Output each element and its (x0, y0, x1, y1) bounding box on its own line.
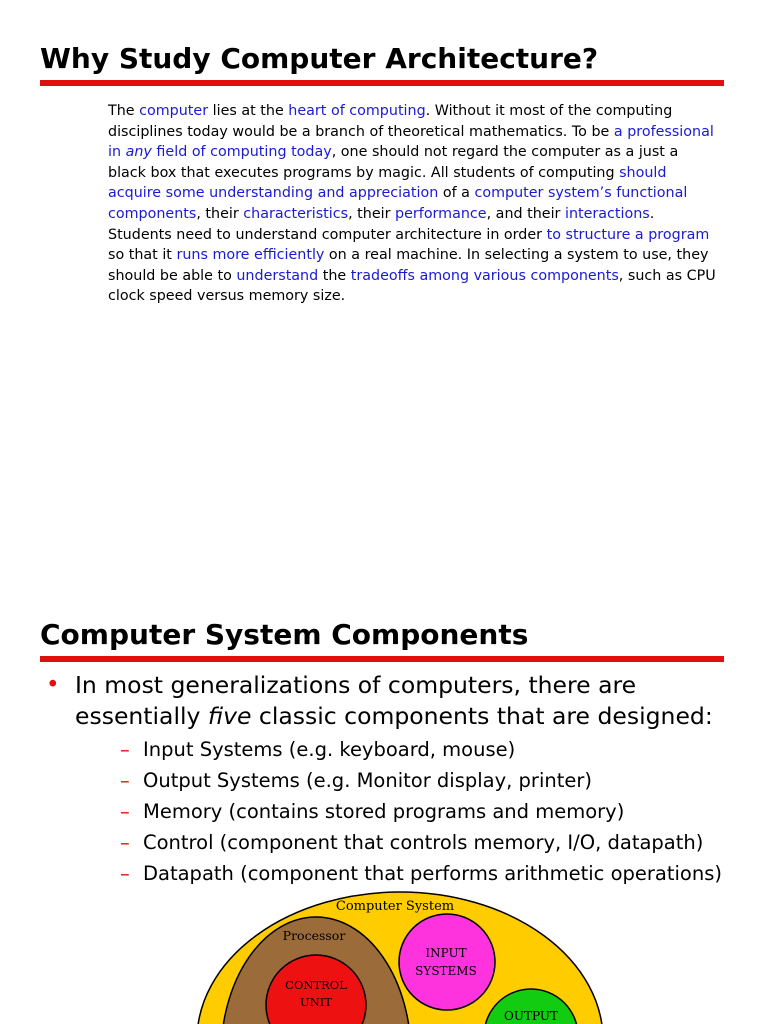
dash-icon: – (120, 738, 130, 761)
bullet-item (44, 670, 713, 732)
highlighted-phrase: understand (236, 267, 319, 284)
output-systems-label: OUTPUT (504, 1009, 558, 1023)
bullet-dot-icon: • (46, 672, 60, 698)
paragraph-text: , their (348, 205, 396, 222)
highlighted-phrase: performance (395, 205, 487, 222)
paragraph-text: The (108, 103, 140, 119)
paragraph-text: , and their (486, 205, 565, 222)
paragraph-text: , one should not regard the computer as a just a black box that executes programs by magic. All students of computing (108, 144, 679, 181)
dash-icon: – (120, 831, 130, 854)
slide-title: Why Study Computer Architecture? (40, 42, 599, 75)
input-systems-label: INPUT (425, 946, 467, 960)
emphasis-five: five (207, 702, 252, 730)
processor-label: Processor (282, 928, 346, 943)
highlighted-phrase: field of computing today (151, 144, 332, 161)
paragraph-text: of a (438, 185, 475, 202)
component-list-label: Input Systems (e.g. keyboard, mouse) (143, 738, 516, 761)
highlighted-phrase: interactions (564, 205, 650, 222)
paragraph-text: the (318, 267, 351, 284)
bullet-list (44, 670, 713, 732)
title-underline (40, 656, 724, 662)
input-systems-label-2: SYSTEMS (415, 964, 477, 978)
highlighted-phrase: heart of computing (288, 103, 426, 119)
highlighted-phrase: should acquire some understanding and appreciation (108, 164, 667, 202)
paragraph-text: lies at the (208, 103, 289, 119)
component-list-label: Output Systems (e.g. Monitor display, printer) (143, 769, 592, 792)
component-list-item (120, 830, 722, 861)
component-list-label: Datapath (component that performs arithmetic operations) (143, 862, 722, 885)
body-paragraph (108, 101, 718, 307)
bullet-line-1: In most generalizations of computers, there are (75, 671, 637, 699)
component-list-item (120, 737, 722, 768)
component-list-item (120, 799, 722, 830)
control-unit-label-2: UNIT (300, 995, 332, 1009)
highlighted-phrase: computer system’s functional components (108, 185, 688, 222)
highlighted-phrase: tradeoffs among various components (350, 267, 619, 284)
bullet-line-2: essentially five classic components that are designed: (75, 702, 713, 730)
highlighted-phrase: any (125, 144, 152, 161)
paragraph-text: . Students need to understand computer architecture in order (108, 205, 655, 243)
dash-icon: – (120, 800, 130, 823)
dash-icon: – (120, 862, 130, 885)
component-list (120, 737, 722, 892)
computer-system-label: Computer System (335, 899, 455, 914)
component-list-label: Control (component that controls memory, I/O, datapath) (143, 831, 704, 854)
component-list-item (120, 861, 722, 892)
control-unit-label: CONTROL (285, 978, 347, 992)
highlighted-phrase: to structure a program (546, 226, 710, 243)
paragraph-text: on a real machine. In selecting a system to use, they should be able to (108, 247, 709, 284)
paragraph-text: . Without it most of the computing disciplines today would be a branch of theoretical mathematics. To be (108, 103, 673, 140)
slide-components (0, 600, 768, 1024)
input-systems-oval (399, 914, 495, 1010)
paragraph-text: , such as CPU clock speed versus memory size. (108, 267, 716, 305)
highlighted-phrase: runs more efficiently (176, 247, 325, 264)
highlighted-phrase: characteristics (243, 205, 349, 222)
title-underline (40, 80, 724, 86)
paragraph-text: so that it (108, 247, 177, 264)
highlighted-phrase: computer (139, 103, 209, 119)
slide-title: Computer System Components (40, 618, 529, 651)
component-list-item (120, 768, 722, 799)
dash-icon: – (120, 769, 130, 792)
paragraph-text: , their (196, 205, 244, 222)
highlighted-phrase: a professional in (108, 123, 714, 161)
component-list-label: Memory (contains stored programs and memory) (143, 800, 625, 823)
computer-system-diagram (0, 890, 768, 1024)
